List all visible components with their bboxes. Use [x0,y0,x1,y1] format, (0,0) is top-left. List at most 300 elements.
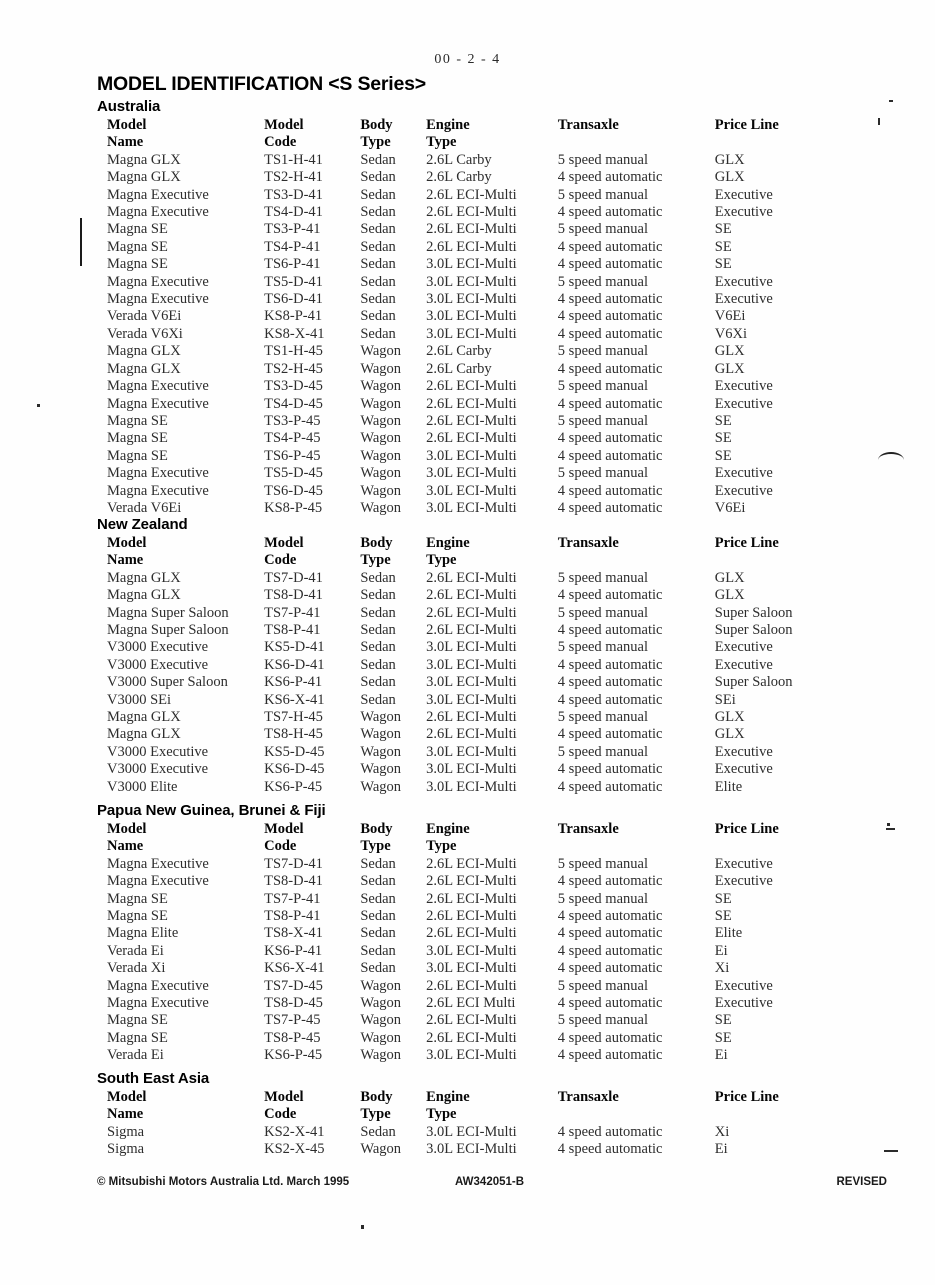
cell-model-code: TS4-P-45 [264,430,321,447]
cell-model-code: KS6-P-41 [264,674,323,691]
cell-model-code: KS2-X-41 [264,1123,325,1140]
cell-engine-type: 3.0L ECI-Multi [426,942,517,959]
table-row [97,483,887,500]
cell-price-line: Super Saloon [714,674,793,691]
footer-document-number: AW342051-B [455,1176,525,1188]
cell-model-name: V3000 Executive [107,639,209,656]
cell-model-code: TS3-P-41 [264,221,321,238]
cell-model-code: TS8-P-45 [264,1029,321,1046]
col-header-price-line: Price Line [714,117,779,133]
table-row [97,256,887,273]
cell-engine-type: 2.6L ECI-Multi [426,873,517,890]
cell-transaxle: 4 speed automatic [557,656,663,673]
cell-transaxle: 5 speed manual [557,465,648,482]
cell-body-type: Wagon [360,430,402,447]
cell-price-line: GLX [714,587,745,604]
cell-model-name: Magna SE [107,430,168,447]
cell-transaxle: 4 speed automatic [557,204,663,221]
cell-engine-type: 2.6L ECI-Multi [426,430,517,447]
cell-body-type: Wagon [360,482,402,499]
cell-engine-type: 3.0L ECI-Multi [426,482,517,499]
cell-body-type: Sedan [360,691,396,708]
col-header-model-name-2: Name [107,552,144,569]
table-row [97,995,887,1012]
cell-engine-type: 2.6L Carby [426,169,492,186]
col-header-model-code: Model [264,117,304,133]
cell-model-code: TS6-D-45 [264,482,323,499]
col-header-engine-type-2: Type [426,838,457,855]
region-title: New Zealand [97,516,188,533]
cell-model-name: Magna Elite [107,925,179,942]
cell-body-type: Wagon [360,1141,402,1158]
cell-body-type: Sedan [360,855,396,872]
cell-transaxle: 5 speed manual [557,221,648,238]
table-row [97,891,887,908]
cell-price-line: V6Ei [714,499,746,516]
cell-price-line: SE [714,890,732,907]
scan-speckle [361,1225,364,1229]
footer-copyright: © Mitsubishi Motors Australia Ltd. March 1995 [97,1176,350,1188]
table-row [97,908,887,925]
table-row [97,779,887,796]
table-row [97,448,887,465]
table-row [97,378,887,395]
cell-model-name: V3000 Executive [107,743,209,760]
cell-body-type: Sedan [360,587,396,604]
cell-model-code: TS2-H-41 [264,169,323,186]
cell-model-name: Magna GLX [107,709,181,726]
cell-price-line: GLX [714,360,745,377]
cell-price-line: Executive [714,273,773,290]
cell-body-type: Wagon [360,726,402,743]
table-row [97,274,887,291]
cell-engine-type: 2.6L Carby [426,151,492,168]
cell-engine-type: 2.6L ECI-Multi [426,622,517,639]
col-header-model-code: Model [264,535,304,551]
cell-model-name: Magna Executive [107,291,209,308]
cell-transaxle: 4 speed automatic [557,995,663,1012]
cell-engine-type: 3.0L ECI-Multi [426,639,517,656]
footer-revision-status: REVISED [836,1176,887,1188]
col-header-engine-type-2: Type [426,552,457,569]
cell-engine-type: 2.6L ECI-Multi [426,604,517,621]
cell-model-name: Magna SE [107,890,168,907]
cell-transaxle: 5 speed manual [557,855,648,872]
cell-engine-type: 3.0L ECI-Multi [426,691,517,708]
cell-model-code: TS8-H-45 [264,726,323,743]
cell-price-line: Executive [714,186,773,203]
col-header-price-line: Price Line [714,821,779,837]
cell-engine-type: 2.6L ECI-Multi [426,204,517,221]
table-row [97,430,887,447]
cell-engine-type: 3.0L ECI-Multi [426,656,517,673]
cell-model-code: KS6-P-41 [264,942,323,959]
cell-price-line: Executive [714,761,773,778]
cell-model-name: Magna SE [107,412,168,429]
table-row [97,204,887,221]
cell-transaxle: 5 speed manual [557,890,648,907]
cell-engine-type: 3.0L ECI-Multi [426,256,517,273]
cell-model-code: TS8-P-41 [264,908,321,925]
cell-price-line: GLX [714,343,745,360]
cell-model-name: Magna GLX [107,343,181,360]
cell-model-code: TS7-H-45 [264,709,323,726]
cell-transaxle: 4 speed automatic [557,726,663,743]
cell-body-type: Wagon [360,977,402,994]
cell-body-type: Sedan [360,908,396,925]
cell-transaxle: 4 speed automatic [557,778,663,795]
col-header-model-code-2: Code [264,838,297,855]
cell-body-type: Sedan [360,604,396,621]
cell-model-name: Magna GLX [107,360,181,377]
cell-model-code: TS3-D-41 [264,186,323,203]
cell-engine-type: 2.6L Carby [426,343,492,360]
cell-engine-type: 3.0L ECI-Multi [426,273,517,290]
table-row [97,692,887,709]
table-row [97,709,887,726]
model-table-south-east-asia [97,1089,887,1159]
col-header-transaxle: Transaxle [557,117,619,133]
col-header-engine-type-2: Type [426,1106,457,1123]
cell-transaxle: 4 speed automatic [557,482,663,499]
col-header-model-name-2: Name [107,1106,144,1123]
col-header-engine-type: Engine [426,821,470,837]
cell-model-name: Magna Executive [107,204,209,221]
table-row [97,856,887,873]
col-header-model-code: Model [264,1089,304,1105]
scan-speckle [887,823,890,826]
cell-transaxle: 5 speed manual [557,709,648,726]
col-header-price-line: Price Line [714,1089,779,1105]
cell-model-name: Magna Executive [107,378,209,395]
cell-body-type: Wagon [360,761,402,778]
cell-model-name: Magna SE [107,238,168,255]
table-header-row [97,535,887,552]
cell-engine-type: 2.6L ECI-Multi [426,709,517,726]
cell-model-name: V3000 Executive [107,761,209,778]
cell-model-name: Verada V6Xi [107,325,183,342]
col-header-model-code: Model [264,821,304,837]
cell-engine-type: 3.0L ECI-Multi [426,1141,517,1158]
cell-model-code: TS4-P-41 [264,238,321,255]
cell-transaxle: 4 speed automatic [557,873,663,890]
cell-model-name: Verada Xi [107,960,166,977]
cell-transaxle: 4 speed automatic [557,447,663,464]
cell-price-line: Executive [714,977,773,994]
cell-engine-type: 3.0L ECI-Multi [426,960,517,977]
cell-body-type: Wagon [360,412,402,429]
cell-price-line: SEi [714,691,736,708]
region-new-zealand [97,516,887,796]
cell-price-line: GLX [714,726,745,743]
table-row [97,152,887,169]
cell-price-line: SE [714,238,732,255]
cell-engine-type: 2.6L ECI-Multi [426,569,517,586]
cell-price-line: Super Saloon [714,604,793,621]
cell-engine-type: 2.6L ECI-Multi [426,726,517,743]
cell-body-type: Wagon [360,343,402,360]
cell-body-type: Sedan [360,873,396,890]
cell-price-line: Ei [714,1047,728,1064]
cell-price-line: Executive [714,204,773,221]
cell-price-line: SE [714,430,732,447]
cell-model-name: Magna Executive [107,977,209,994]
cell-engine-type: 2.6L ECI-Multi [426,378,517,395]
table-row [97,744,887,761]
cell-price-line: GLX [714,151,745,168]
cell-engine-type: 3.0L ECI-Multi [426,778,517,795]
cell-transaxle: 4 speed automatic [557,622,663,639]
cell-body-type: Sedan [360,325,396,342]
cell-body-type: Sedan [360,639,396,656]
model-table-australia [97,117,887,517]
col-header-body-type: Body [360,821,393,837]
table-row [97,326,887,343]
col-header-body-type: Body [360,535,393,551]
cell-engine-type: 3.0L ECI-Multi [426,447,517,464]
col-header-model-code-2: Code [264,552,297,569]
cell-model-name: Magna GLX [107,151,181,168]
cell-price-line: Executive [714,995,773,1012]
col-header-spacer [558,552,715,569]
col-header-body-type-2: Type [360,1106,391,1123]
cell-price-line: Xi [714,960,730,977]
cell-model-name: Magna SE [107,221,168,238]
cell-transaxle: 4 speed automatic [557,169,663,186]
model-table-png-brunei-fiji [97,821,887,1065]
cell-model-name: Magna SE [107,908,168,925]
table-header-row [97,117,887,134]
cell-price-line: SE [714,1012,732,1029]
table-row [97,570,887,587]
cell-model-name: Verada Ei [107,1047,164,1064]
cell-transaxle: 4 speed automatic [557,325,663,342]
cell-model-name: Magna GLX [107,587,181,604]
cell-transaxle: 5 speed manual [557,378,648,395]
cell-model-code: KS6-P-45 [264,1047,323,1064]
cell-body-type: Wagon [360,709,402,726]
col-header-spacer-2 [715,552,887,569]
col-header-engine-type: Engine [426,535,470,551]
cell-model-name: Verada V6Ei [107,308,182,325]
cell-model-code: KS5-D-41 [264,639,325,656]
cell-model-code: TS7-D-45 [264,977,323,994]
cell-model-name: Sigma [107,1123,145,1140]
region-south-east-asia [97,1070,887,1159]
cell-engine-type: 2.6L ECI-Multi [426,908,517,925]
table-row [97,187,887,204]
cell-transaxle: 5 speed manual [557,186,648,203]
scan-speckle [889,100,893,102]
table-row [97,221,887,238]
col-header-spacer-2 [715,134,887,151]
cell-model-code: TS1-H-41 [264,151,323,168]
cell-transaxle: 4 speed automatic [557,587,663,604]
cell-body-type: Wagon [360,995,402,1012]
cell-body-type: Sedan [360,925,396,942]
cell-transaxle: 5 speed manual [557,977,648,994]
table-row [97,169,887,186]
cell-transaxle: 4 speed automatic [557,1029,663,1046]
cell-body-type: Sedan [360,1123,396,1140]
cell-engine-type: 2.6L ECI-Multi [426,925,517,942]
cell-transaxle: 4 speed automatic [557,430,663,447]
cell-price-line: SE [714,256,732,273]
cell-model-code: TS6-P-45 [264,447,321,464]
cell-transaxle: 5 speed manual [557,569,648,586]
cell-transaxle: 4 speed automatic [557,308,663,325]
cell-price-line: SE [714,1029,732,1046]
table-row [97,622,887,639]
cell-transaxle: 4 speed automatic [557,1123,663,1140]
cell-engine-type: 3.0L ECI-Multi [426,308,517,325]
cell-model-code: TS7-D-41 [264,855,323,872]
table-row [97,761,887,778]
cell-engine-type: 2.6L ECI-Multi [426,221,517,238]
cell-engine-type: 2.6L ECI-Multi [426,977,517,994]
col-header-price-line: Price Line [714,535,779,551]
cell-model-name: V3000 Executive [107,656,209,673]
cell-transaxle: 4 speed automatic [557,395,663,412]
cell-model-code: TS8-P-41 [264,622,321,639]
col-header-model-name: Model [107,1089,147,1105]
cell-body-type: Sedan [360,204,396,221]
table-header-row-2 [97,838,887,855]
cell-body-type: Sedan [360,186,396,203]
cell-engine-type: 3.0L ECI-Multi [426,499,517,516]
cell-transaxle: 4 speed automatic [557,942,663,959]
cell-engine-type: 3.0L ECI-Multi [426,291,517,308]
cell-model-name: Magna SE [107,447,168,464]
cell-model-code: TS1-H-45 [264,343,323,360]
cell-model-name: V3000 Super Saloon [107,674,228,691]
col-header-body-type: Body [360,117,393,133]
cell-model-code: TS7-P-45 [264,1012,321,1029]
cell-model-name: V3000 SEi [107,691,172,708]
cell-transaxle: 5 speed manual [557,151,648,168]
cell-engine-type: 3.0L ECI-Multi [426,743,517,760]
cell-transaxle: 5 speed manual [557,1012,648,1029]
cell-engine-type: 3.0L ECI-Multi [426,761,517,778]
table-row [97,308,887,325]
cell-model-name: Magna Executive [107,995,209,1012]
cell-engine-type: 2.6L ECI-Multi [426,890,517,907]
col-header-spacer-2 [715,1106,887,1123]
cell-transaxle: 4 speed automatic [557,238,663,255]
page-title: MODEL IDENTIFICATION <S Series> [97,73,426,95]
col-header-model-name-2: Name [107,838,144,855]
cell-model-code: KS2-X-45 [264,1141,325,1158]
cell-model-name: Verada Ei [107,942,164,959]
cell-model-code: TS7-D-41 [264,569,323,586]
cell-engine-type: 2.6L ECI-Multi [426,1029,517,1046]
cell-engine-type: 2.6L Carby [426,360,492,377]
cell-transaxle: 4 speed automatic [557,691,663,708]
table-row [97,413,887,430]
col-header-spacer [558,838,715,855]
table-row [97,361,887,378]
cell-engine-type: 3.0L ECI-Multi [426,1123,517,1140]
cell-price-line: Executive [714,291,773,308]
cell-body-type: Wagon [360,360,402,377]
cell-price-line: Super Saloon [714,622,793,639]
cell-engine-type: 2.6L ECI-Multi [426,412,517,429]
page-footer [97,1176,887,1192]
cell-model-name: Magna Executive [107,395,209,412]
col-header-transaxle: Transaxle [557,821,619,837]
cell-body-type: Sedan [360,960,396,977]
cell-body-type: Wagon [360,447,402,464]
cell-transaxle: 5 speed manual [557,412,648,429]
cell-model-code: TS8-D-41 [264,587,323,604]
cell-price-line: V6Xi [714,325,748,342]
col-header-body-type-2: Type [360,552,391,569]
cell-engine-type: 3.0L ECI-Multi [426,674,517,691]
scan-speckle [37,404,40,407]
cell-model-code: TS3-P-45 [264,412,321,429]
cell-model-name: Magna GLX [107,726,181,743]
revision-change-bar [80,218,82,266]
cell-model-code: TS2-H-45 [264,360,323,377]
col-header-model-code-2: Code [264,134,297,151]
cell-body-type: Sedan [360,169,396,186]
table-row [97,1030,887,1047]
cell-body-type: Wagon [360,1047,402,1064]
table-row [97,343,887,360]
region-title: Australia [97,98,161,115]
cell-engine-type: 2.6L ECI Multi [426,995,516,1012]
cell-engine-type: 2.6L ECI-Multi [426,238,517,255]
cell-model-code: TS8-D-41 [264,873,323,890]
cell-transaxle: 5 speed manual [557,639,648,656]
cell-model-name: Magna SE [107,256,168,273]
cell-body-type: Sedan [360,273,396,290]
col-header-transaxle: Transaxle [557,1089,619,1105]
cell-engine-type: 3.0L ECI-Multi [426,325,517,342]
cell-body-type: Sedan [360,656,396,673]
col-header-spacer-2 [715,838,887,855]
model-table-new-zealand [97,535,887,796]
cell-price-line: SE [714,221,732,238]
col-header-model-name: Model [107,821,147,837]
cell-transaxle: 5 speed manual [557,743,648,760]
cell-engine-type: 2.6L ECI-Multi [426,1012,517,1029]
cell-body-type: Sedan [360,256,396,273]
cell-price-line: Elite [714,925,743,942]
cell-model-code: TS8-D-45 [264,995,323,1012]
cell-transaxle: 4 speed automatic [557,908,663,925]
col-header-engine-type-2: Type [426,134,457,151]
cell-model-code: KS6-X-41 [264,960,325,977]
table-row [97,1124,887,1141]
cell-price-line: SE [714,447,732,464]
table-row [97,1012,887,1029]
cell-model-code: TS4-D-41 [264,204,323,221]
cell-price-line: SE [714,908,732,925]
cell-model-code: TS3-D-45 [264,378,323,395]
cell-price-line: GLX [714,169,745,186]
cell-price-line: Executive [714,855,773,872]
cell-transaxle: 4 speed automatic [557,499,663,516]
cell-model-code: KS8-X-41 [264,325,325,342]
cell-body-type: Wagon [360,378,402,395]
cell-body-type: Sedan [360,622,396,639]
table-row [97,873,887,890]
cell-price-line: Executive [714,656,773,673]
col-header-model-name: Model [107,117,147,133]
cell-price-line: Elite [714,778,743,795]
table-body [97,1124,887,1159]
